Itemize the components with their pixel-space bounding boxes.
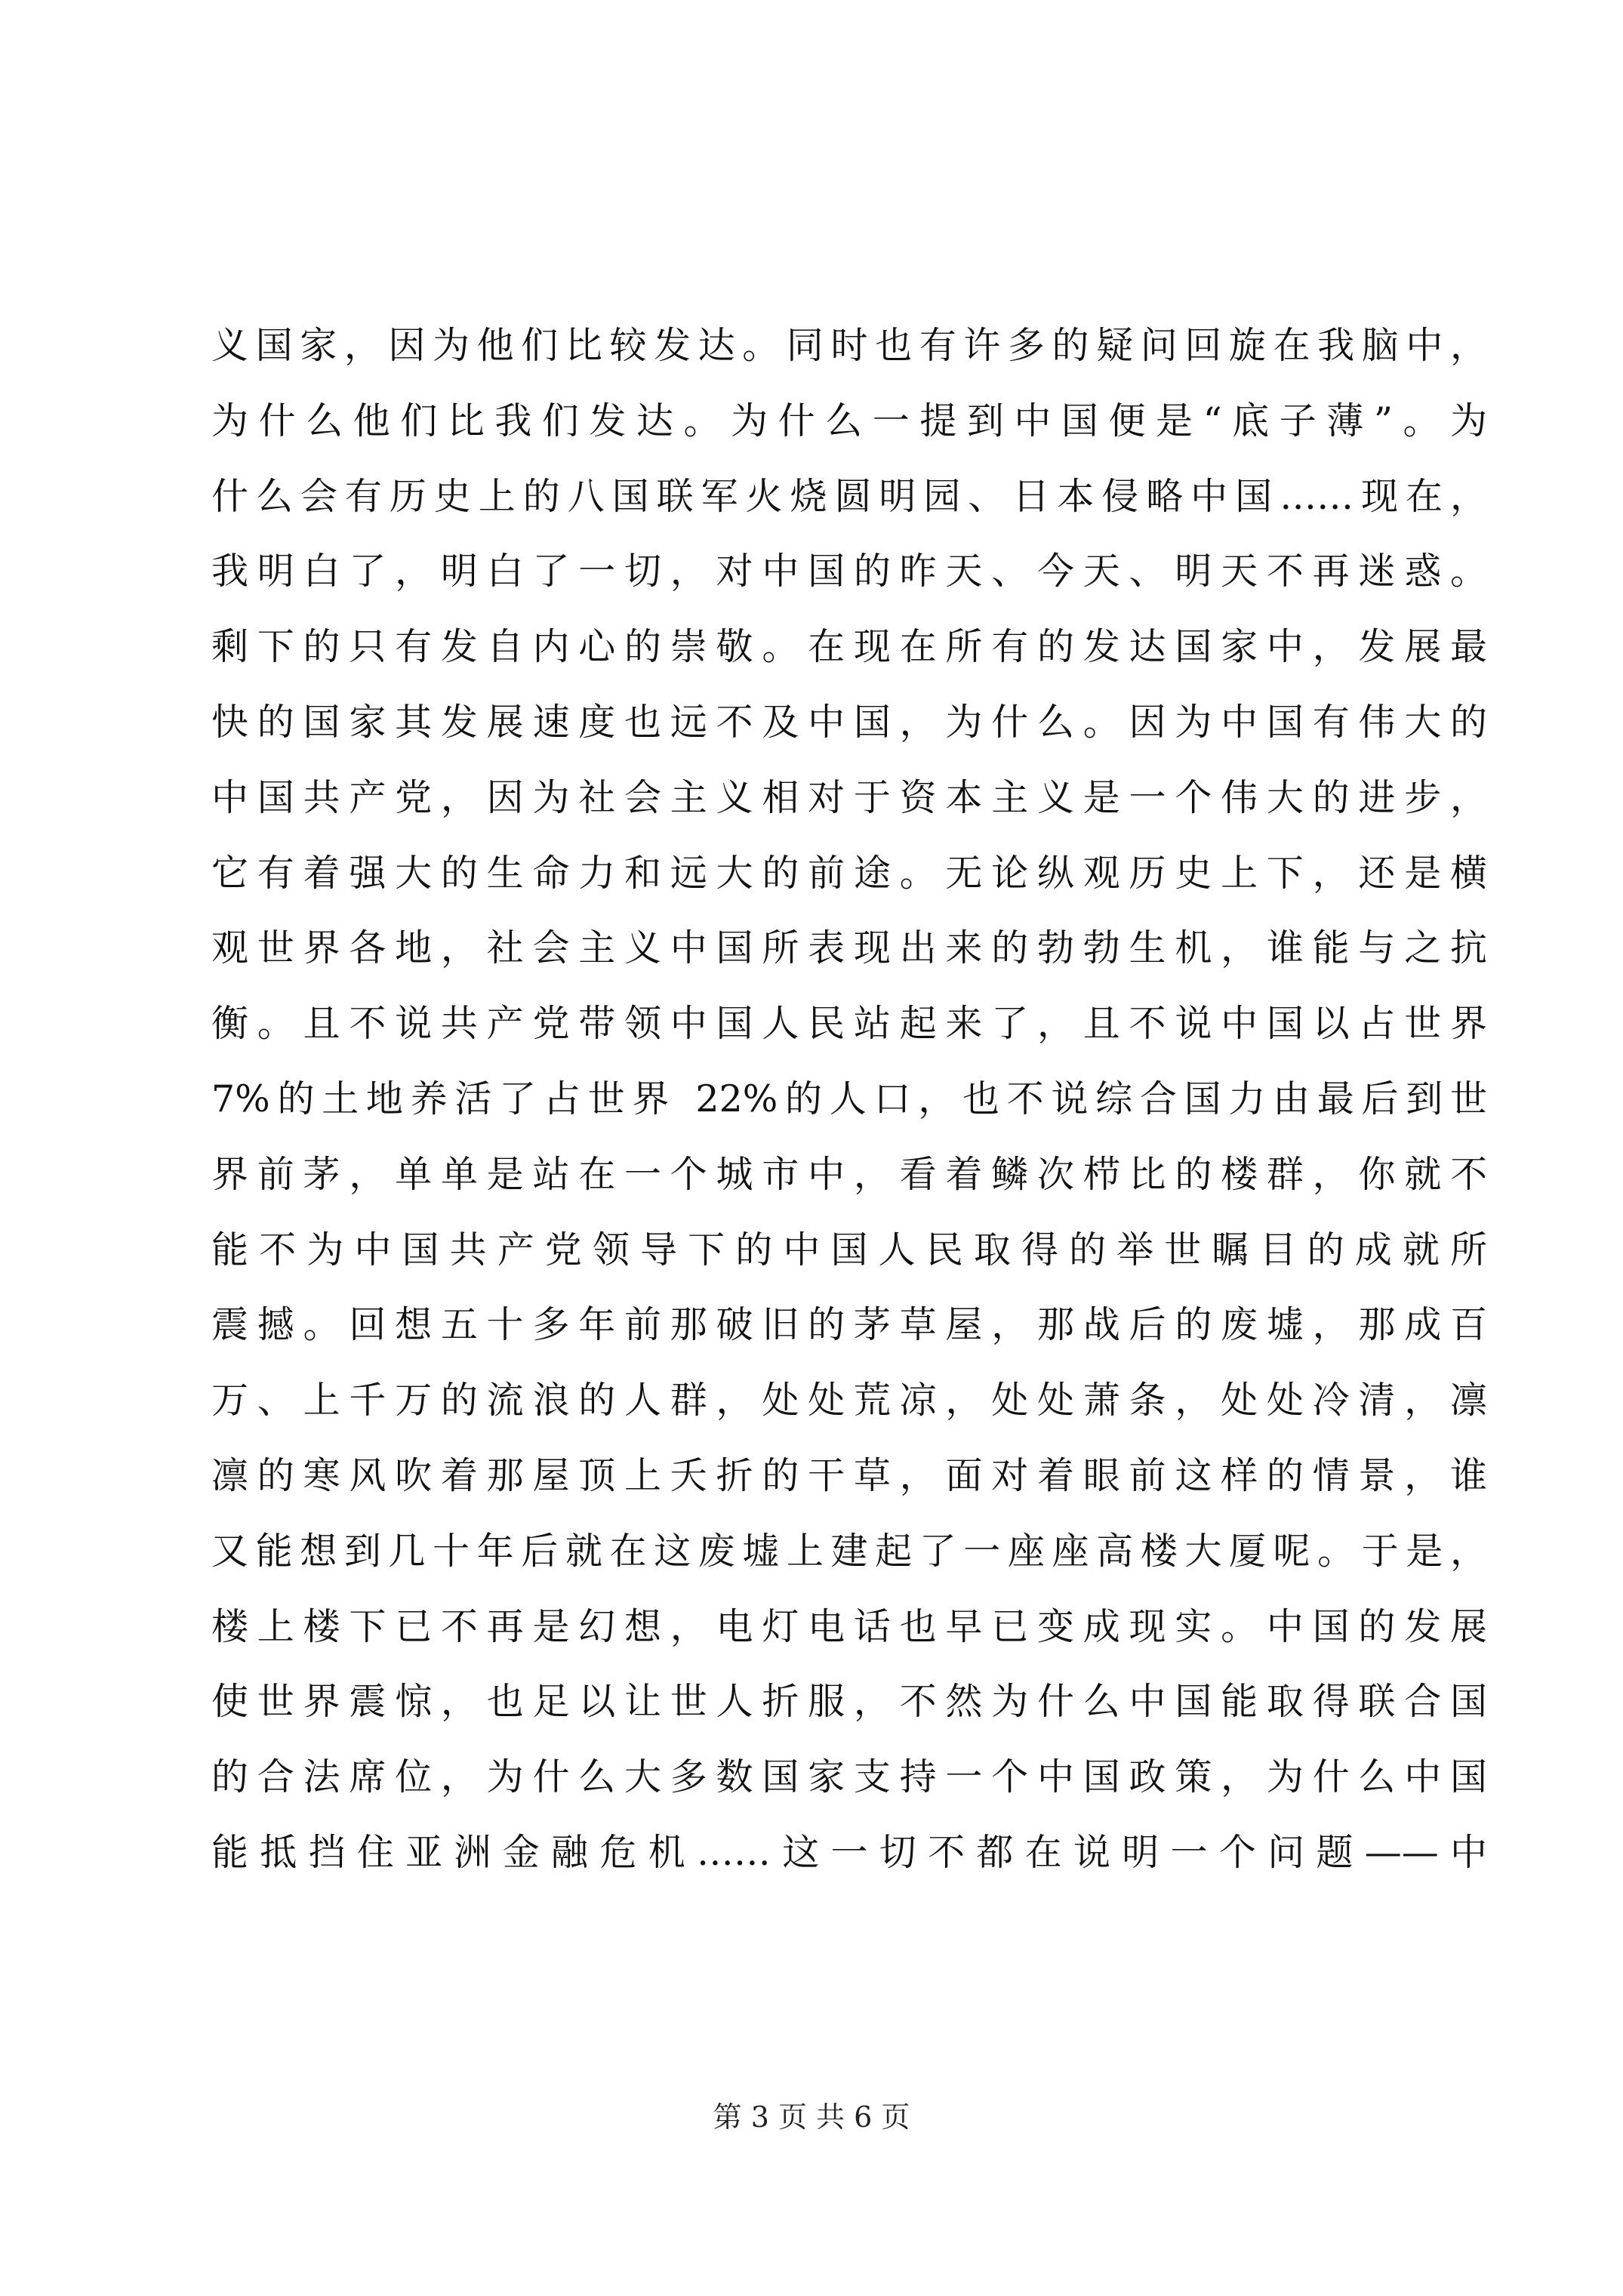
text-line: 能抵挡住亚洲金融危机……这一切不都在说明一个问题——中 [211,1830,1487,1874]
text-line: 它有着强大的生命力和远大的前途。无论纵观历史上下，还是横 [211,851,1487,895]
text-line: 的合法席位，为什么大多数国家支持一个中国政策，为什么中国 [211,1755,1487,1799]
text-line: 我明白了，明白了一切，对中国的昨天、今天、明天不再迷惑。 [211,550,1487,593]
text-line: 快的国家其发展速度也远不及中国，为什么。因为中国有伟大的 [211,700,1487,744]
text-line: 中国共产党，因为社会主义相对于资本主义是一个伟大的进步， [211,775,1487,819]
text-line: 什么会有历史上的八国联军火烧圆明园、日本侵略中国……现在， [211,474,1487,518]
text-line: 观世界各地，社会主义中国所表现出来的勃勃生机，谁能与之抗 [211,926,1487,970]
text-line: 剩下的只有发自内心的崇敬。在现在所有的发达国家中，发展最 [211,625,1487,669]
text-line: 使世界震惊，也足以让世人折服，不然为什么中国能取得联合国 [211,1680,1487,1724]
text-line: 界前茅，单单是站在一个城市中，看着鳞次栉比的楼群，你就不 [211,1152,1487,1196]
page-number-footer: 第 3 页 共 6 页 [713,2100,910,2134]
text-line: 万、上千万的流浪的人群，处处荒凉，处处萧条，处处冷清，凛 [211,1379,1487,1422]
body-text [211,308,1487,1891]
text-line: 凛的寒风吹着那屋顶上夭折的干草，面对着眼前这样的情景，谁 [211,1453,1487,1497]
text-line: 为什么他们比我们发达。为什么一提到中国便是“底子薄”。为 [211,399,1487,442]
text-line: 能不为中国共产党领导下的中国人民取得的举世瞩目的成就所 [211,1228,1487,1271]
text-line: 衡。且不说共产党带领中国人民站起来了，且不说中国以占世界 [211,1002,1487,1046]
text-line: 义国家，因为他们比较发达。同时也有许多的疑问回旋在我脑中， [211,324,1487,367]
text-line: 又能想到几十年后就在这废墟上建起了一座座高楼大厦呢。于是， [211,1529,1487,1573]
text-line: 楼上楼下已不再是幻想，电灯电话也早已变成现实。中国的发展 [211,1604,1487,1648]
text-line: 7%的土地养活了占世界 22%的人口，也不说综合国力由最后到世 [211,1077,1487,1120]
text-line: 震撼。回想五十多年前那破旧的茅草屋，那战后的废墟，那成百 [211,1303,1487,1347]
